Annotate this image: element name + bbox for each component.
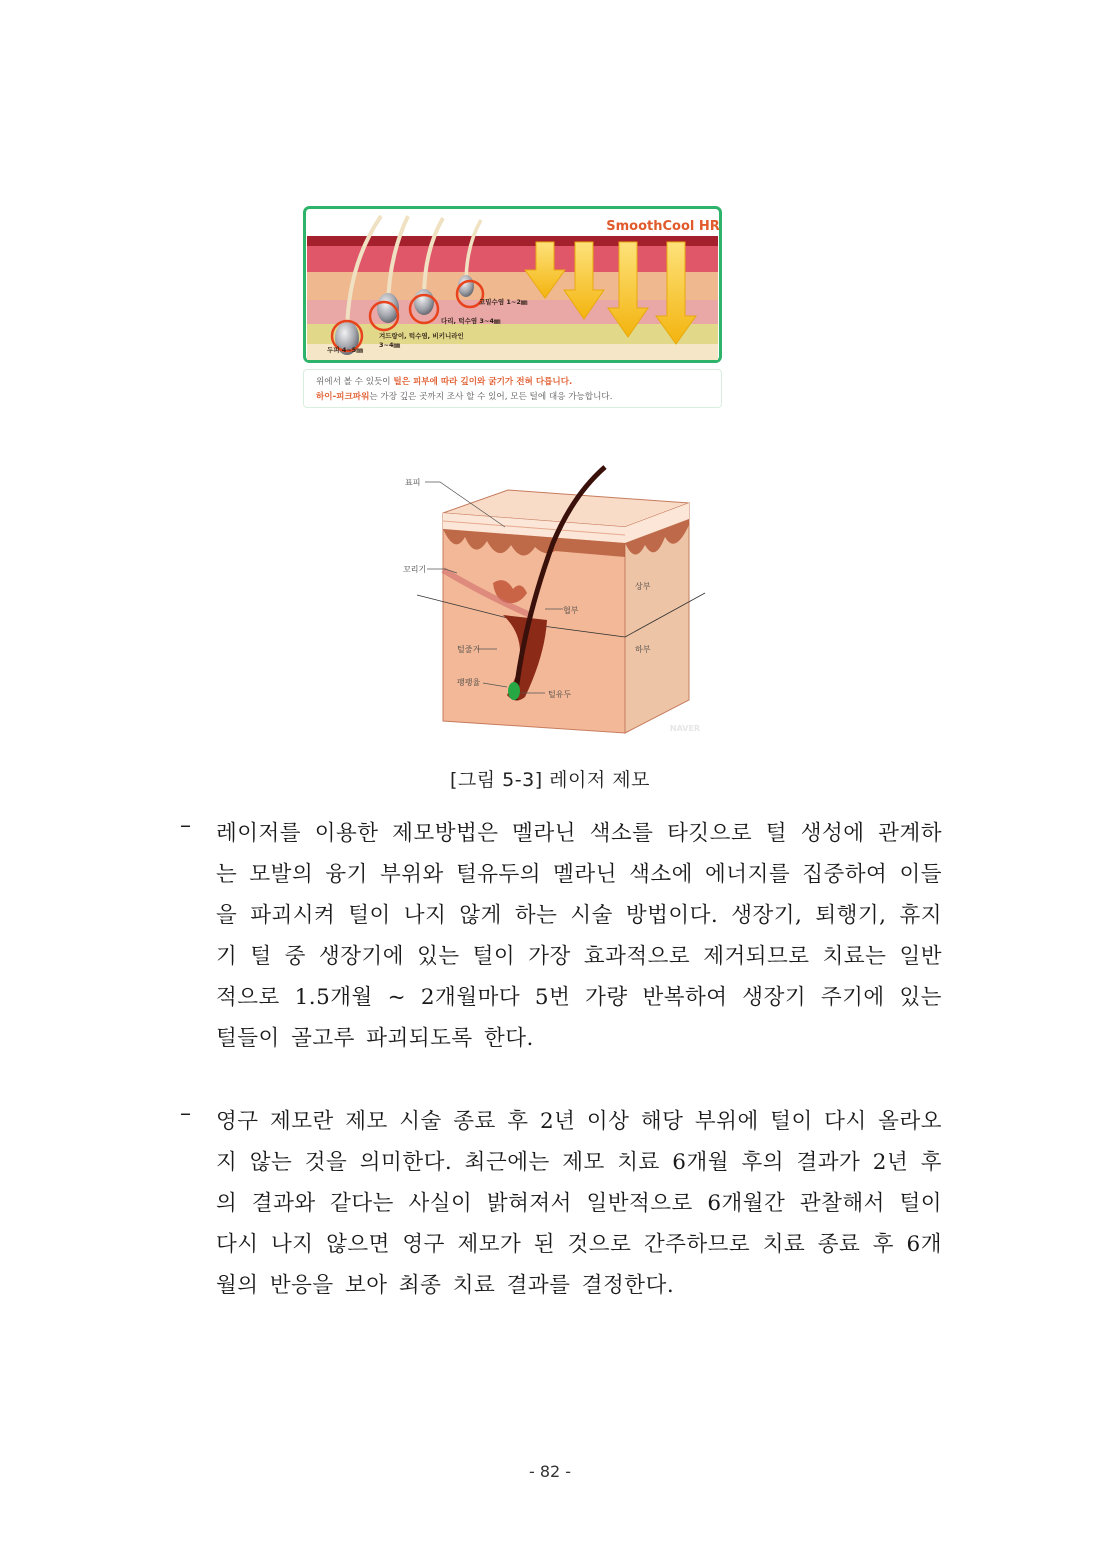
- hair-label: 두피 4~5㎜: [327, 346, 363, 354]
- hair-label: 코밑수염 1~2㎜: [479, 298, 528, 306]
- label-hair-shaft: 털줄기: [457, 645, 481, 654]
- caption-line: 위에서 볼 수 있듯이 털은 피부에 따라 깊이와 굵기가 전혀 다릅니다.: [316, 377, 573, 387]
- skin-block-illustration: [395, 465, 715, 740]
- page-number: - 82 -: [528, 1462, 572, 1481]
- label-sebaceous: 꼬리기: [403, 565, 427, 574]
- watermark-logo: NAVER: [669, 724, 701, 733]
- bullet-dash: –: [180, 1101, 191, 1126]
- bullet-dash: –: [180, 813, 191, 838]
- paragraph-laser-method: 레이저를 이용한 제모방법은 멜라닌 색소를 타깃으로 털 생성에 관계하는 모발의 융기 부위와 털유두의 멜라닌 색소에 에너지를 집중하여 이들을 파괴시켜 털이 나지 않게 하는 시술 방법이다. 생장기, 퇴행기, 휴지기 털 중 생장기에 있는 털이 가장 효과적으로 제거되므로 치료는 일반적으로 1.5개월 ~ 2개월마다 5번 가량 반복하여 생장기 주기에 있는 털들이 골고루 파괴되도록 한다.: [216, 821, 943, 1051]
- label-upper: 상부: [635, 582, 651, 591]
- hair-label: 겨드랑이, 턱수염, 비키니라인: [379, 332, 464, 340]
- label-isthmus: 협부: [563, 606, 579, 615]
- caption-line: 하이-피크파워는 가장 깊은 곳까지 조사 할 수 있어, 모든 털에 대응 가능합니다.: [316, 392, 613, 402]
- laser-depth-figure: [303, 206, 722, 408]
- label-lower: 하부: [635, 645, 651, 654]
- brand-title: SmoothCool HR: [606, 219, 720, 234]
- hair-follicle-cross-section: [395, 465, 715, 740]
- figure-caption: [그림 5-3] 레이저 제모: [450, 769, 650, 791]
- skin-layers-illustration: [303, 206, 722, 366]
- hair-label: 3~4㎜: [379, 341, 400, 349]
- hair-label: 다리, 턱수염 3~4㎜: [441, 317, 501, 325]
- label-bulge: 팽팽율: [457, 678, 481, 687]
- figure1-caption-box: [303, 369, 722, 408]
- paragraph-permanent-removal: 영구 제모란 제모 시술 종료 후 2년 이상 해당 부위에 털이 다시 올라오지 않는 것을 의미한다. 최근에는 제모 치료 6개월 후의 결과가 2년 후의 결과와 같다는 사실이 밝혀져서 일반적으로 6개월간 관찰해서 털이 다시 나지 않으면 영구 제모가 된 것으로 간주하므로 치료 종료 후 6개월의 반응을 보아 최종 치료 결과를 결정한다.: [216, 1109, 942, 1298]
- label-epidermis: 표피: [405, 478, 421, 487]
- label-papilla: 털유두: [548, 690, 572, 699]
